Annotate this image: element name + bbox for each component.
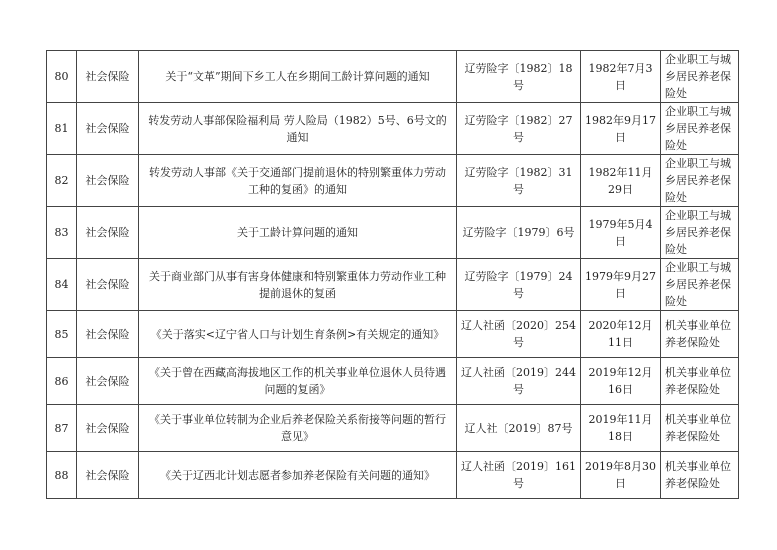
category-cell: 社会保险 — [77, 452, 139, 499]
table-row — [47, 51, 739, 103]
document-number-cell: 辽劳险字〔1982〕18号 — [457, 51, 581, 103]
category-cell: 社会保险 — [77, 155, 139, 207]
document-title-cell: 关于工龄计算问题的通知 — [139, 207, 457, 259]
responsible-department-cell: 企业职工与城乡居民养老保险处 — [661, 103, 739, 155]
table-row — [47, 405, 739, 452]
issue-date-cell: 2019年8月30日 — [581, 452, 661, 499]
document-number-cell: 辽劳险字〔1979〕24号 — [457, 259, 581, 311]
issue-date-cell: 1979年5月4日 — [581, 207, 661, 259]
row-number: 81 — [47, 103, 77, 155]
category-cell: 社会保险 — [77, 103, 139, 155]
document-title-cell: 《关于落实<辽宁省人口与计划生育条例>有关规定的通知》 — [139, 311, 457, 358]
document-number-cell: 辽人社函〔2020〕254号 — [457, 311, 581, 358]
row-number: 87 — [47, 405, 77, 452]
table-row — [47, 452, 739, 499]
issue-date-cell: 2019年11月18日 — [581, 405, 661, 452]
document-title-cell: 《关于辽西北计划志愿者参加养老保险有关问题的通知》 — [139, 452, 457, 499]
issue-date-cell: 1979年9月27日 — [581, 259, 661, 311]
document-title-cell: 《关于曾在西藏高海拔地区工作的机关事业单位退休人员待遇问题的复函》 — [139, 358, 457, 405]
issue-date-cell: 2019年12月16日 — [581, 358, 661, 405]
row-number: 80 — [47, 51, 77, 103]
row-number: 82 — [47, 155, 77, 207]
table-body — [47, 51, 739, 499]
row-number: 88 — [47, 452, 77, 499]
document-number-cell: 辽人社函〔2019〕161号 — [457, 452, 581, 499]
responsible-department-cell: 机关事业单位养老保险处 — [661, 311, 739, 358]
document-title-cell: 关于商业部门从事有害身体健康和特别繁重体力劳动作业工种提前退休的复函 — [139, 259, 457, 311]
category-cell: 社会保险 — [77, 405, 139, 452]
category-cell: 社会保险 — [77, 207, 139, 259]
category-cell: 社会保险 — [77, 51, 139, 103]
issue-date-cell: 2020年12月11日 — [581, 311, 661, 358]
policy-document-table — [46, 50, 739, 499]
issue-date-cell: 1982年9月17日 — [581, 103, 661, 155]
table-row — [47, 103, 739, 155]
responsible-department-cell: 机关事业单位养老保险处 — [661, 405, 739, 452]
table-row — [47, 259, 739, 311]
document-number-cell: 辽人社〔2019〕87号 — [457, 405, 581, 452]
document-number-cell: 辽劳险字〔1982〕27号 — [457, 103, 581, 155]
row-number: 83 — [47, 207, 77, 259]
category-cell: 社会保险 — [77, 311, 139, 358]
document-title-cell: 转发劳动人事部《关于交通部门提前退休的特别繁重体力劳动工种的复函》的通知 — [139, 155, 457, 207]
category-cell: 社会保险 — [77, 259, 139, 311]
table-row — [47, 358, 739, 405]
table-row — [47, 155, 739, 207]
responsible-department-cell: 企业职工与城乡居民养老保险处 — [661, 259, 739, 311]
document-number-cell: 辽人社函〔2019〕244号 — [457, 358, 581, 405]
issue-date-cell: 1982年7月3日 — [581, 51, 661, 103]
table-row — [47, 207, 739, 259]
responsible-department-cell: 企业职工与城乡居民养老保险处 — [661, 155, 739, 207]
document-number-cell: 辽劳险字〔1979〕6号 — [457, 207, 581, 259]
document-title-cell: 《关于事业单位转制为企业后养老保险关系衔接等问题的暂行意见》 — [139, 405, 457, 452]
table-row — [47, 311, 739, 358]
responsible-department-cell: 企业职工与城乡居民养老保险处 — [661, 207, 739, 259]
document-number-cell: 辽劳险字〔1982〕31号 — [457, 155, 581, 207]
responsible-department-cell: 企业职工与城乡居民养老保险处 — [661, 51, 739, 103]
category-cell: 社会保险 — [77, 358, 139, 405]
document-title-cell: 转发劳动人事部保险福利局 劳人险局（1982）5号、6号文的通知 — [139, 103, 457, 155]
responsible-department-cell: 机关事业单位养老保险处 — [661, 452, 739, 499]
row-number: 85 — [47, 311, 77, 358]
row-number: 86 — [47, 358, 77, 405]
row-number: 84 — [47, 259, 77, 311]
document-title-cell: 关于“文革”期间下乡工人在乡期间工龄计算问题的通知 — [139, 51, 457, 103]
issue-date-cell: 1982年11月29日 — [581, 155, 661, 207]
responsible-department-cell: 机关事业单位养老保险处 — [661, 358, 739, 405]
